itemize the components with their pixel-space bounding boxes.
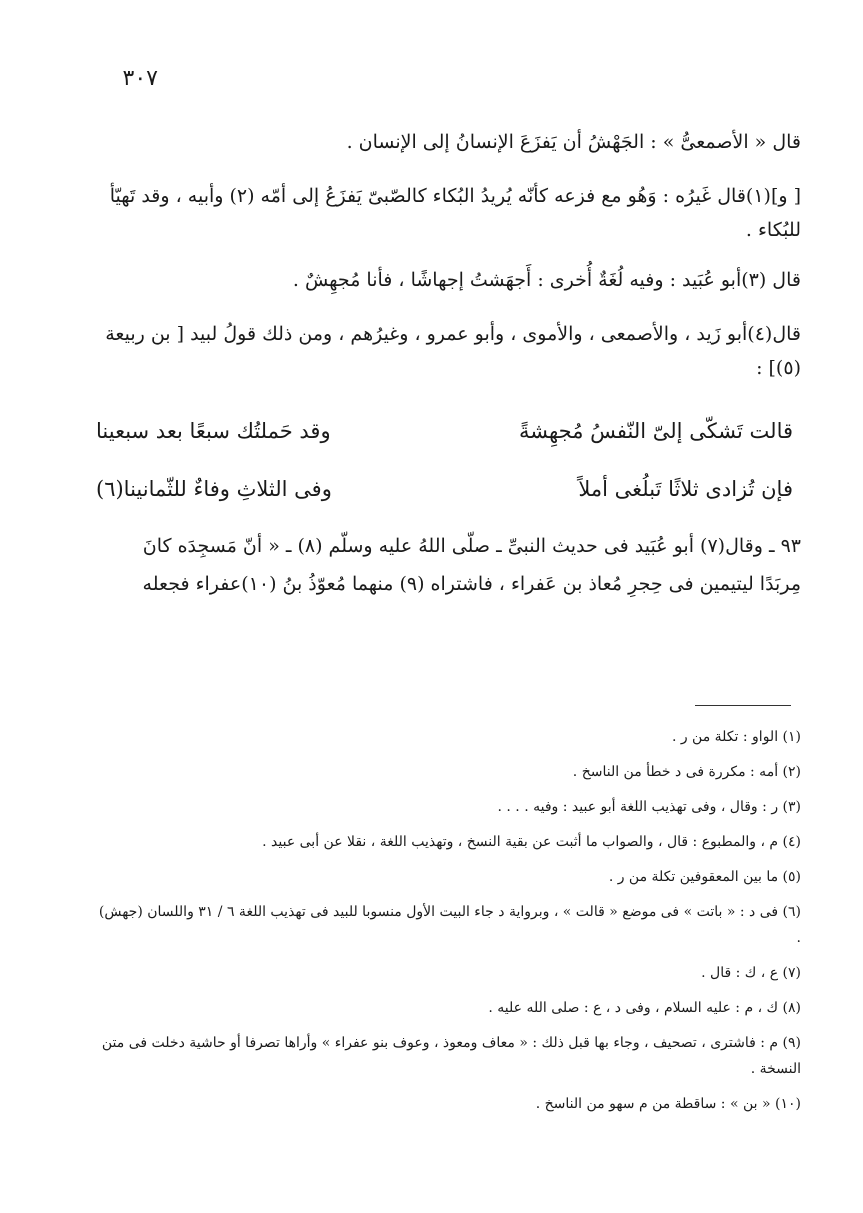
footnotes xyxy=(96,724,801,1126)
verse-1-first-hemistich: قالت تَشكّى إلىّ النّفسُ مُجهِشةً xyxy=(518,419,793,443)
paragraph-abu-zayd: قال(٤)أبو زَيد ، والأصمعى ، والأموى ، وأبو عمرو ، وغيرُهم ، ومن ذلك قولُ لبيد [ بن ربيعة (٥)] : xyxy=(105,323,801,379)
footnote-6: (٦) فى د : « باتت » فى موضع « قالت » ، وبرواية د جاء البيت الأول منسوبا للبيد فى تهذيب اللغة ٦ / ٣١ واللسان (جهش) . xyxy=(98,904,801,946)
paragraph-hadith-93: ٩٣ ـ وقال(٧) أبو عُبَيد فى حديث النبىِّ ـ صلّى اللهُ عليه وسلّم (٨) ـ « أنّ مَسجِدَه كانَ مِربَدًا ليتيمين فى حِجرِ مُعاذ بن عَفراء ، فاشتراه (٩) منهما مُعوّذُ بنُ (١٠)عفراء فجعله xyxy=(142,535,801,595)
paragraph-others: [ و](١)قال غَيرُه : وَهُو مع فزعه كأنّه يُريدُ البُكاء كالصّبىّ يَفزَعُ إلى أمّه (٢) وأبيه ، وقد تَهيّأ للبُكاء . xyxy=(109,185,801,241)
paragraph-abu-ubayd: قال (٣)أبو عُبَيد : وفيه لُغَةٌ أُخرى : أَجهَشتُ إجهاشًا ، فأنا مُجهِشٌ . xyxy=(292,269,801,291)
footnote-divider xyxy=(695,705,791,706)
footnote-1: (١) الواو : تكلة من ر . xyxy=(671,729,801,745)
footnote-5: (٥) ما بين المعقوفين تكلة من ر . xyxy=(608,869,801,885)
footnote-4: (٤) م ، والمطبوع : قال ، والصواب ما أثبت عن بقية النسخ ، وتهذيب اللغة ، نقلا عن أبى عبيد . xyxy=(262,834,801,850)
footnote-9: (٩) م : فاشترى ، تصحيف ، وجاء بها قبل ذلك : « معاف ومعوذ ، وعوف بنو عفراء » وأراها تصرفا أو حاشية دخلت فى متن النسخة . xyxy=(101,1035,801,1077)
verse-2-first-hemistich: فإن تُزادى ثلاثًا تَبلُغى أملاً xyxy=(578,477,793,501)
footnote-10: (١٠) « بن » : ساقطة من م سهو من الناسخ . xyxy=(535,1096,801,1112)
verse-line-1 xyxy=(96,411,801,451)
verse-line-2 xyxy=(96,469,801,509)
footnote-8: (٨) ك ، م : عليه السلام ، وفى د ، ع : صلى الله عليه . xyxy=(488,1000,801,1016)
paragraph-asmai: قال « الأصمعىُّ » : الجَهْشُ أن يَفزَعَ الإنسانُ إلى الإنسان . xyxy=(346,131,801,153)
verse-1-second-hemistich: وقد حَملتُك سبعًا بعد سبعينا xyxy=(96,419,331,443)
footnote-3: (٣) ر : وقال ، وفى تهذيب اللغة أبو عبيد : وفيه . . . . xyxy=(497,799,801,815)
footnote-7: (٧) ع ، ك : قال . xyxy=(701,965,801,981)
main-text xyxy=(96,125,801,617)
verse-2-second-hemistich: وفى الثلاثِ وفاءٌ للثّمانينا(٦) xyxy=(96,477,332,501)
footnote-2: (٢) أمه : مكررة فى د خطأ من الناسخ . xyxy=(572,764,801,780)
page-number: ٣٠٧ xyxy=(122,66,158,91)
